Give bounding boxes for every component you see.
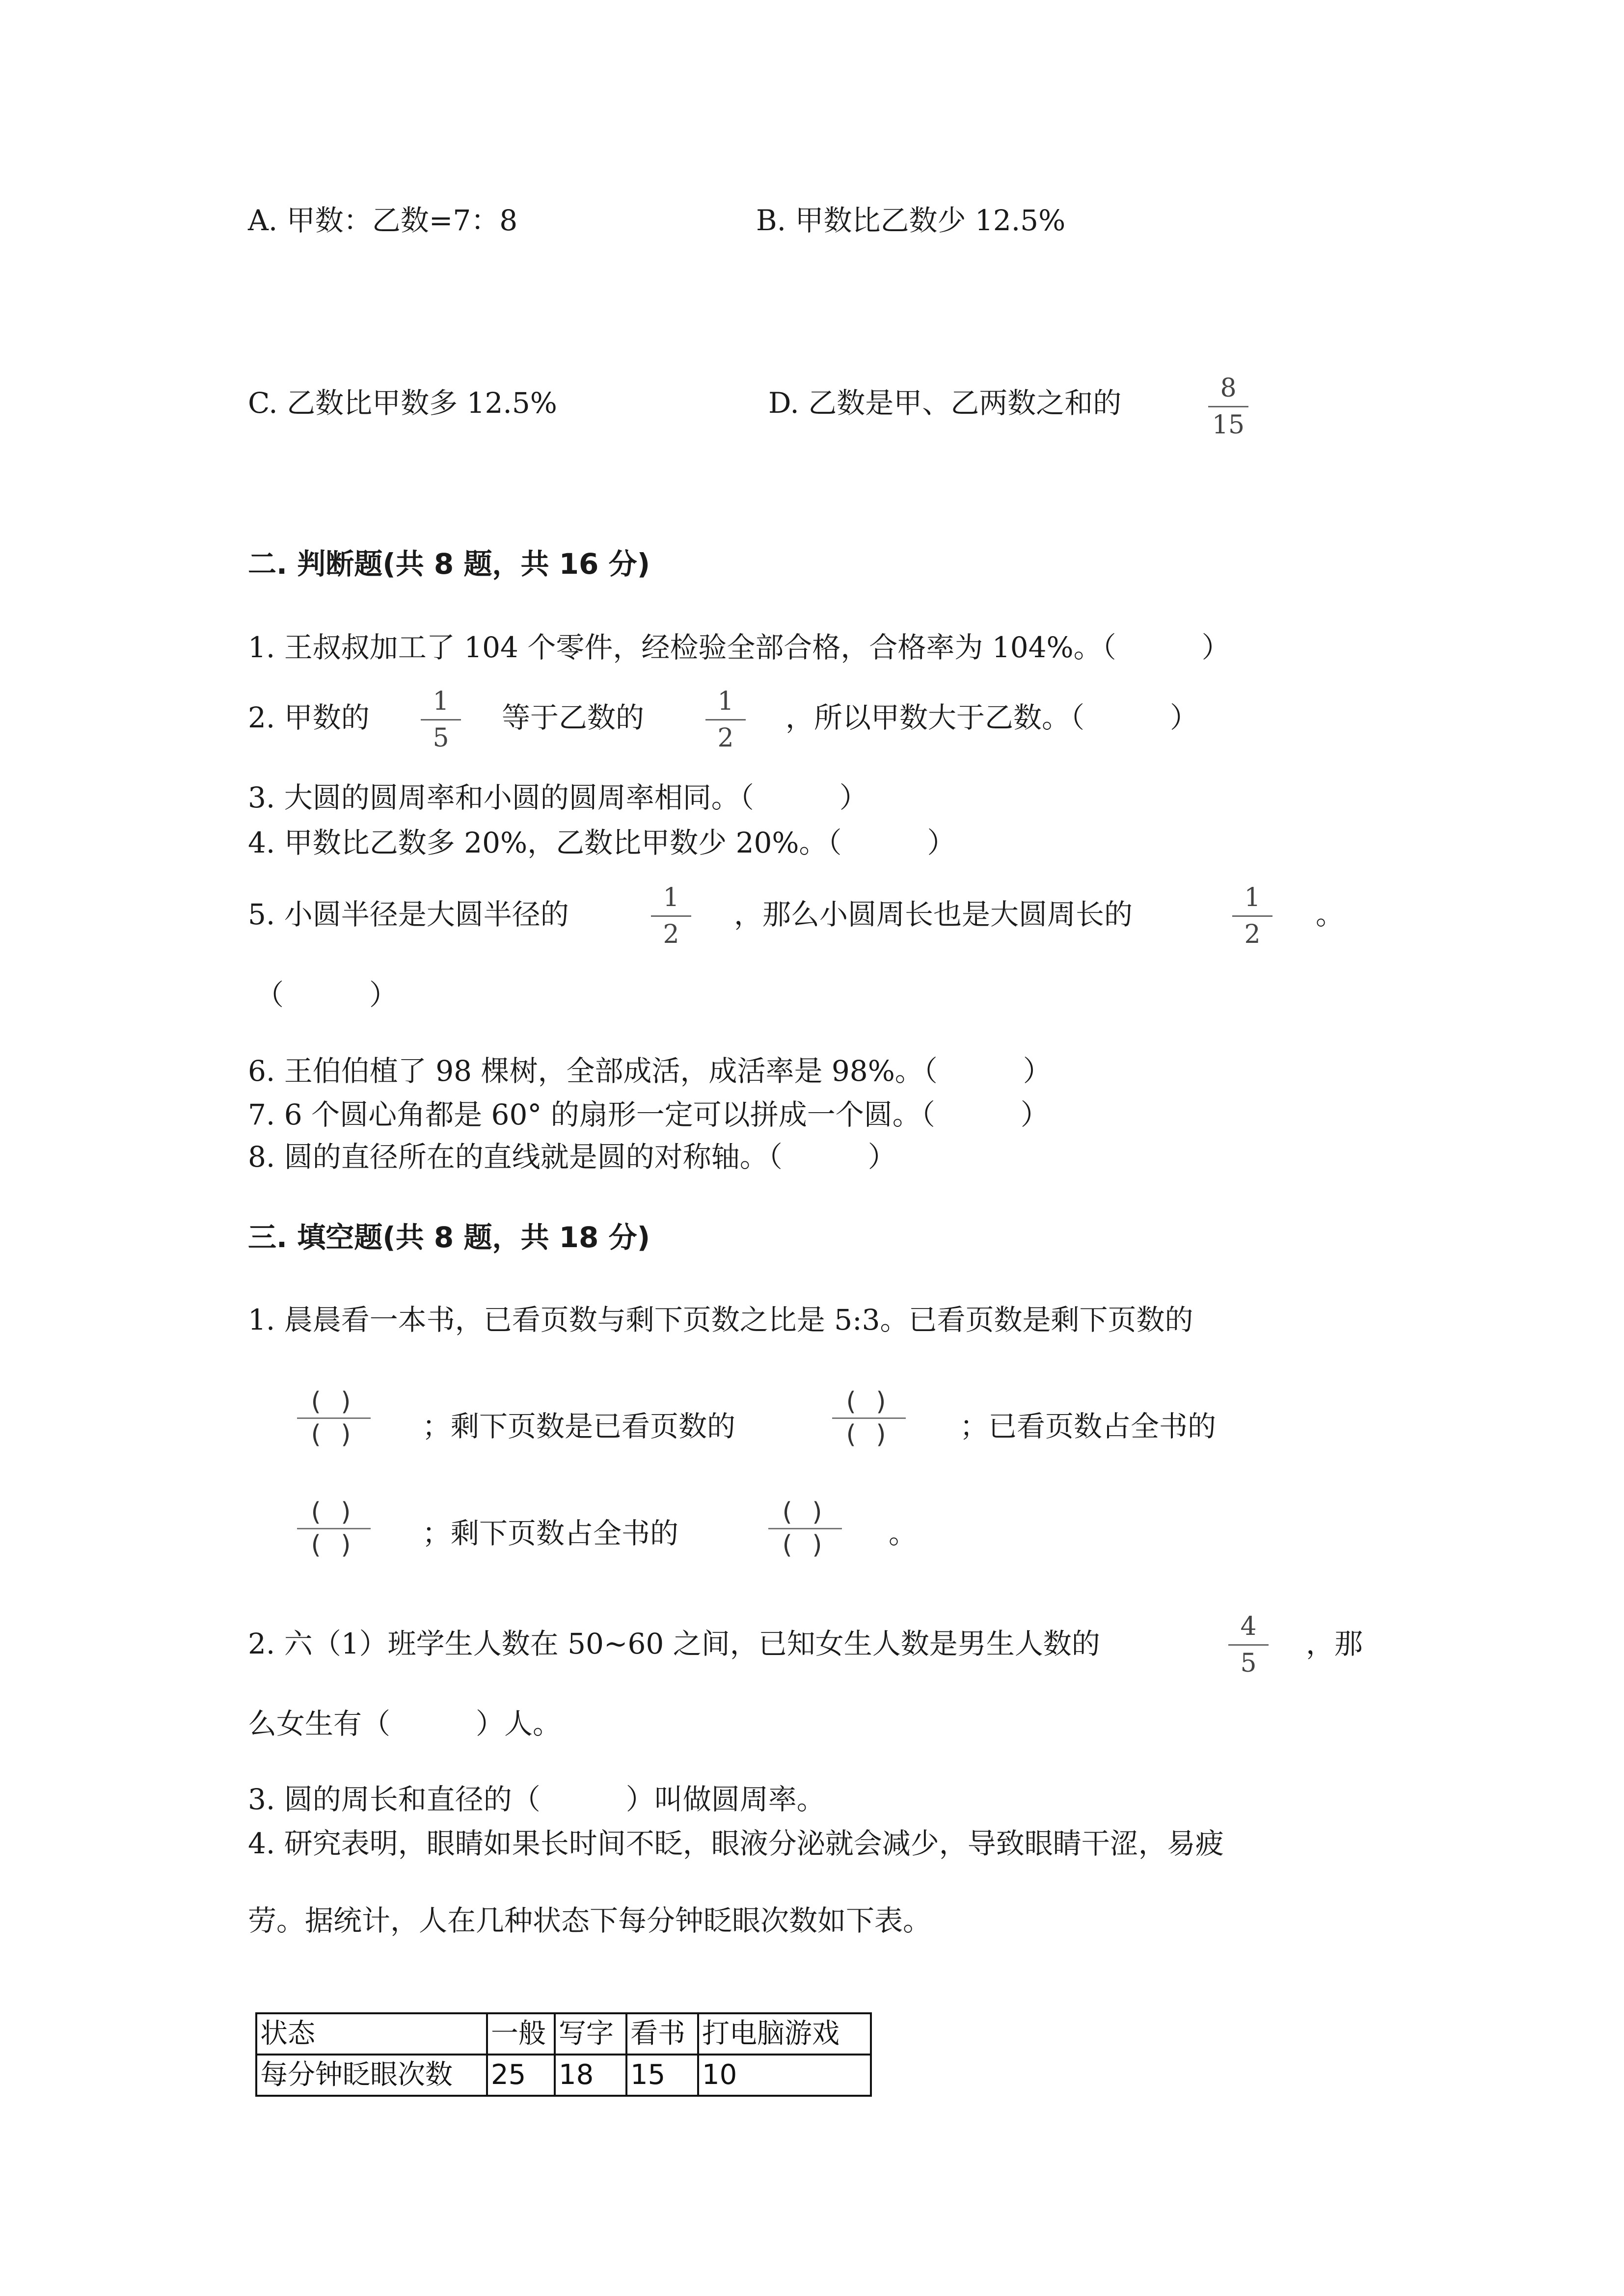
option-c: C. 乙数比甲数多 12.5%	[248, 386, 557, 420]
blink-count-table	[255, 2012, 872, 2097]
judge-q5-answer-paren: （ ）	[255, 978, 398, 1012]
fill-q1-text3: ；剩下页数占全书的	[422, 1517, 679, 1550]
fill-q3: 3. 圆的周长和直径的（ ）叫做圆周率。	[248, 1783, 825, 1816]
table-header-row	[256, 2013, 871, 2055]
judge-q1: 1. 王叔叔加工了 104 个零件，经检验全部合格，合格率为 104%。（ ）	[248, 631, 1230, 664]
fill-q1-blank3[interactable]: ( ) ( )	[297, 1499, 371, 1558]
judge-q5-part3: 。	[1316, 898, 1345, 931]
section2-title: 二. 判断题(共 8 题，共 16 分)	[248, 547, 650, 581]
table-cell: 10	[698, 2055, 871, 2096]
judge-q5-fraction1: 1 2	[644, 885, 698, 947]
fill-q2-fraction: 4 5	[1221, 1614, 1275, 1676]
option-d-fraction: 8 15	[1201, 375, 1255, 438]
judge-q4: 4. 甲数比乙数多 20%，乙数比甲数少 20%。（ ）	[248, 826, 956, 859]
judge-q2-fraction2: 1 2	[699, 689, 753, 751]
table-cell: 状态	[256, 2013, 487, 2055]
fill-q4-line1: 4. 研究表明，眼睛如果长时间不眨，眼液分泌就会减少，导致眼睛干涩，易疲	[248, 1827, 1224, 1860]
table-cell: 打电脑游戏	[698, 2013, 871, 2055]
judge-q8: 8. 圆的直径所在的直线就是圆的对称轴。（ ）	[248, 1140, 896, 1174]
table-cell: 一般	[487, 2013, 555, 2055]
fill-q1-blank4[interactable]: ( ) ( )	[768, 1499, 842, 1558]
table-row	[256, 2055, 871, 2096]
fill-q1-blank2[interactable]: ( ) ( )	[832, 1389, 906, 1447]
option-b: B. 甲数比乙数少 12.5%	[756, 204, 1066, 237]
judge-q2-part2: 等于乙数的	[502, 701, 645, 734]
judge-q2-part1: 2. 甲数的	[248, 701, 370, 734]
judge-q7: 7. 6 个圆心角都是 60° 的扇形一定可以拼成一个圆。（ ）	[248, 1098, 1049, 1131]
fill-q1-text1: ；剩下页数是已看页数的	[422, 1410, 736, 1443]
option-a: A. 甲数：乙数=7：8	[248, 204, 518, 237]
table-cell: 每分钟眨眼次数	[256, 2055, 487, 2096]
judge-q3: 3. 大圆的圆周率和小圆的圆周率相同。（ ）	[248, 781, 868, 814]
judge-q5-part2: ，那么小圆周长也是大圆周长的	[734, 898, 1133, 931]
fill-q2-part2: ，那	[1306, 1627, 1363, 1660]
table-cell: 25	[487, 2055, 555, 2096]
judge-q5-part1: 5. 小圆半径是大圆半径的	[248, 898, 569, 931]
fill-q1-blank1[interactable]: ( ) ( )	[297, 1389, 371, 1447]
judge-q5-fraction2: 1 2	[1225, 885, 1279, 947]
section3-title: 三. 填空题(共 8 题，共 18 分)	[248, 1221, 650, 1254]
fill-q1-text2: ；已看页数占全书的	[960, 1410, 1217, 1443]
judge-q2-fraction1: 1 5	[414, 689, 468, 751]
fill-q2-part1: 2. 六（1）班学生人数在 50~60 之间，已知女生人数是男生人数的	[248, 1627, 1100, 1660]
fill-q2-line2: 么女生有（ ）人。	[248, 1707, 562, 1740]
judge-q2-part3: ，所以甲数大于乙数。（ ）	[785, 701, 1199, 734]
fill-q1-line1: 1. 晨晨看一本书，已看页数与剩下页数之比是 5:3。已看页数是剩下页数的	[248, 1303, 1193, 1336]
fill-q4-line2: 劳。据统计，人在几种状态下每分钟眨眼次数如下表。	[248, 1904, 932, 1937]
table-cell: 18	[555, 2055, 626, 2096]
table-cell: 写字	[555, 2013, 626, 2055]
fill-q1-text4: 。	[889, 1517, 918, 1550]
option-d: D. 乙数是甲、乙两数之和的	[768, 386, 1122, 420]
table-cell: 看书	[626, 2013, 698, 2055]
table-cell: 15	[626, 2055, 698, 2096]
judge-q6: 6. 王伯伯植了 98 棵树，全部成活，成活率是 98%。（ ）	[248, 1054, 1052, 1088]
